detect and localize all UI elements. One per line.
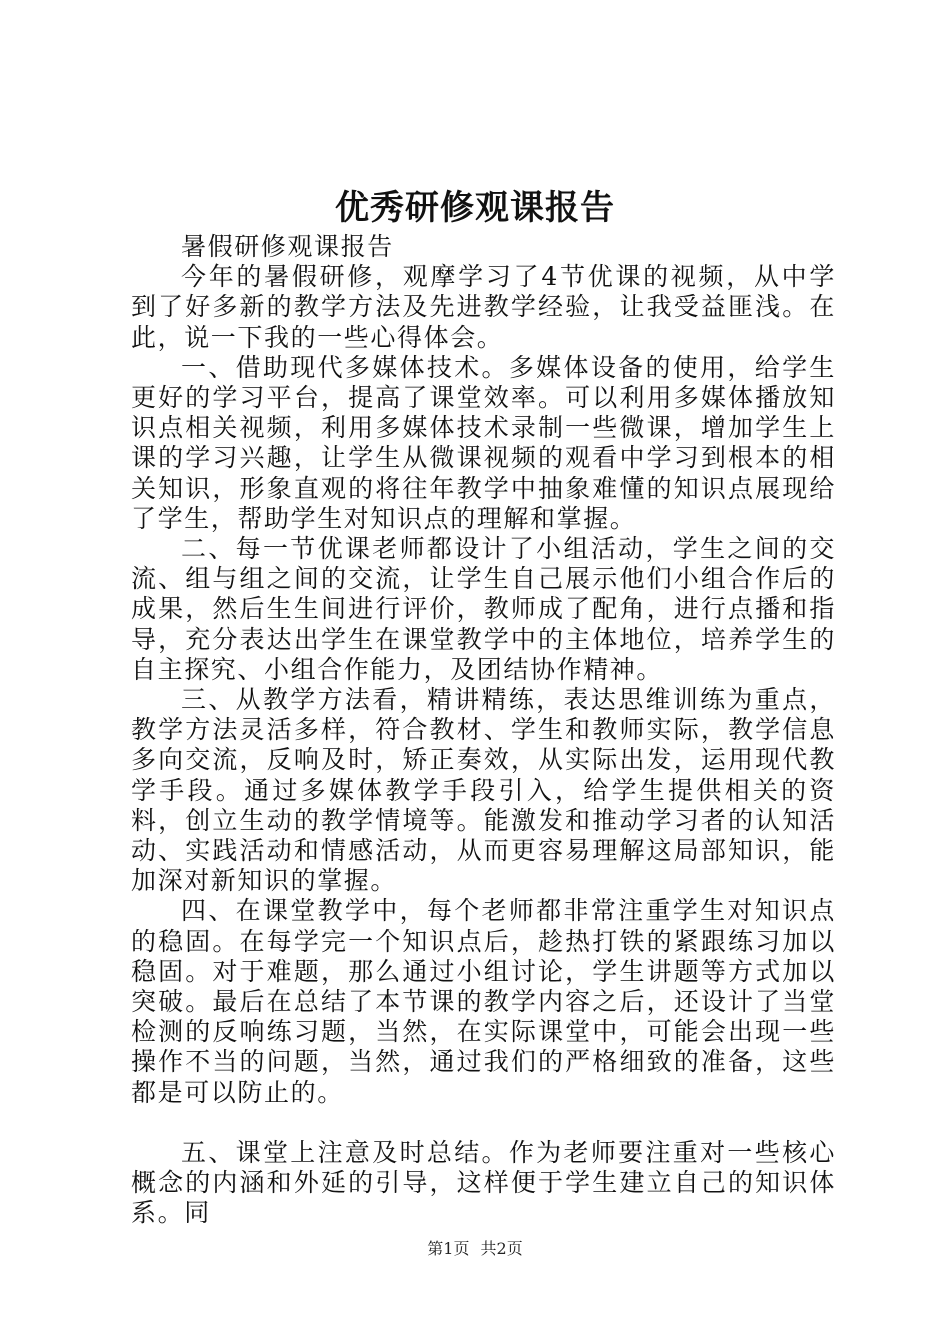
page-number: 第1页 [427,1239,470,1258]
paragraph-point-3: 三、从教学方法看，精讲精练，表达思维训练为重点，教学方法灵活多样，符合教材、学生和教师实际，教学信息多向交流，反响及时，矫正奏效，从实际出发，运用现代教学手段。通过多媒体教学手段引入，给学生提供相关的资料，创立生动的教学情境等。能激发和推动学习者的认知活动、实践活动和情感活动，从而更容易理解这局部知识，能加深对新知识的掌握。 [131,685,836,896]
paragraph-point-5: 五、课堂上注意及时总结。作为老师要注重对一些核心概念的内涵和外延的引导，这样便于学生建立自己的知识体系。同 [131,1137,836,1228]
page-footer [0,1238,950,1260]
paragraph-point-1: 一、借助现代多媒体技术。多媒体设备的使用，给学生更好的学习平台，提高了课堂效率。可以利用多媒体播放知识点相关视频，利用多媒体技术录制一些微课，增加学生上课的学习兴趣，让学生从微课视频的观看中学习到根本的相关知识，形象直观的将往年教学中抽象难懂的知识点展现给了学生，帮助学生对知识点的理解和掌握。 [131,352,836,533]
paragraph-intro: 今年的暑假研修，观摩学习了4节优课的视频，从中学到了好多新的教学方法及先进教学经验，让我受益匪浅。在此，说一下我的一些心得体会。 [131,262,836,352]
paragraph-point-4: 四、在课堂教学中，每个老师都非常注重学生对知识点的稳固。在每学完一个知识点后，趁热打铁的紧跟练习加以稳固。对于难题，那么通过小组讨论，学生讲题等方式加以突破。最后在总结了本节课的教学内容之后，还设计了当堂检测的反响练习题，当然，在实际课堂中，可能会出现一些操作不当的问题，当然，通过我们的严格细致的准备，这些都是可以防止的。 [131,896,836,1107]
paragraph-subtitle: 暑假研修观课报告 [181,232,394,261]
paragraph-point-2: 二、每一节优课老师都设计了小组活动，学生之间的交流、组与组之间的交流，让学生自己展示他们小组合作后的成果，然后生生间进行评价，教师成了配角，进行点播和指导，充分表达出学生在课堂教学中的主体地位，培养学生的自主探究、小组合作能力，及团结协作精神。 [131,534,836,684]
document-title: 优秀研修观课报告 [335,188,615,228]
page-total: 共2页 [480,1239,523,1258]
document-body [131,232,836,1229]
